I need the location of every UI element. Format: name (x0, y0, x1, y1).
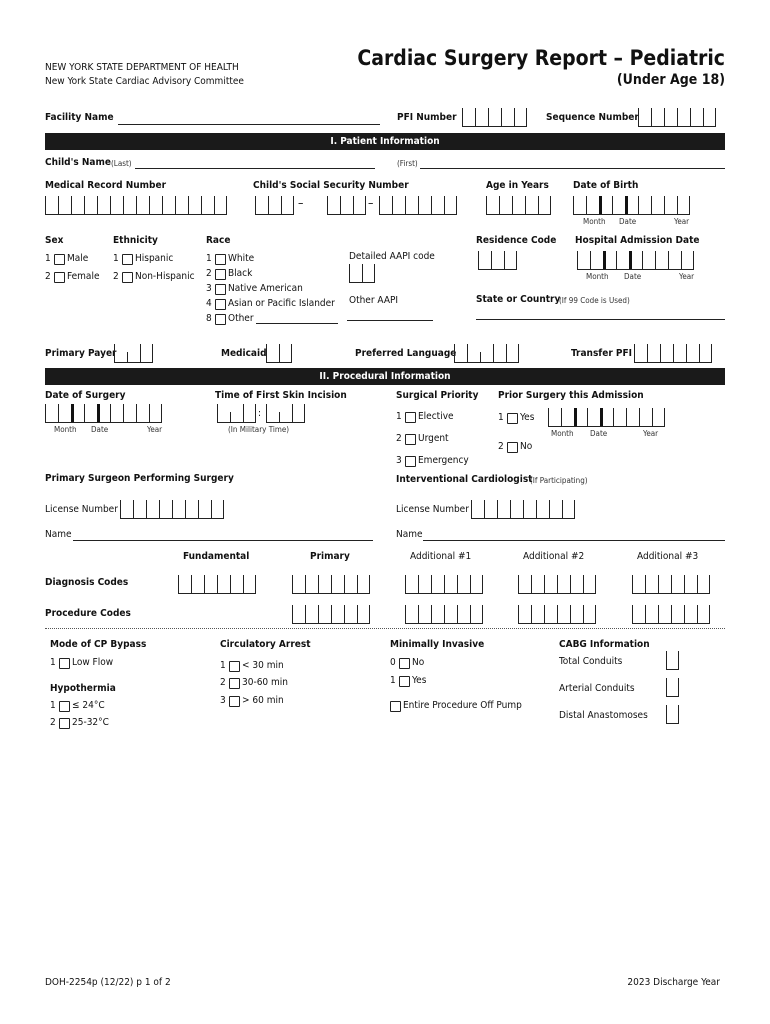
prior-num-2: 2 (498, 441, 504, 452)
sex-num-2: 2 (45, 271, 51, 282)
ssn-field-2[interactable] (327, 196, 366, 215)
prior-yes-checkbox[interactable] (507, 413, 518, 424)
pfi-field[interactable] (462, 108, 527, 127)
prio-num-3: 3 (396, 455, 402, 466)
first-label: (First) (397, 159, 418, 168)
prior-yes-label: Yes (520, 412, 535, 423)
sex-num-1: 1 (45, 253, 51, 264)
ssn-label: Child's Social Security Number (253, 180, 409, 191)
proc-label: Procedure Codes (45, 608, 131, 619)
race-asian-checkbox[interactable] (215, 299, 226, 310)
prior-month: Month (551, 429, 574, 438)
dob-month: Month (583, 217, 606, 226)
prio-num-2: 2 (396, 433, 402, 444)
surgeon-label: Primary Surgeon Performing Surgery (45, 473, 234, 484)
page-title: Cardiac Surgery Report – Pediatric (357, 46, 725, 70)
mrn-label: Medical Record Number (45, 180, 167, 191)
eth-num-1: 1 (113, 253, 119, 264)
prior-no-label: No (520, 441, 533, 452)
ssn-field-1[interactable] (255, 196, 294, 215)
hypo-label: Hypothermia (50, 683, 116, 694)
surgeon-license-label: License Number (45, 504, 118, 515)
hypo-num-2: 2 (50, 717, 56, 728)
adm-date: Date (624, 272, 642, 281)
residence-label: Residence Code (476, 235, 557, 246)
hypo-2532-checkbox[interactable] (59, 718, 70, 729)
cabg-distal-label: Distal Anastomoses (559, 710, 648, 721)
page-subtitle: (Under Age 18) (616, 72, 725, 88)
race-num-1: 1 (206, 253, 212, 264)
ssn-dash: – (298, 196, 304, 210)
cardiologist-label: Interventional Cardiologist (396, 474, 533, 485)
sex-male-checkbox[interactable] (54, 254, 65, 265)
cabg-total-label: Total Conduits (559, 656, 623, 667)
incision-label: Time of First Skin Incision (215, 390, 347, 401)
cardiologist-note: (If Participating) (530, 476, 588, 485)
cp-num-1: 1 (50, 657, 56, 668)
race-white-label: White (228, 253, 255, 264)
admission-label: Hospital Admission Date (575, 235, 700, 246)
diag-additional-1[interactable] (405, 575, 483, 594)
dos-label: Date of Surgery (45, 390, 126, 401)
prior-date: Date (590, 429, 608, 438)
col-additional-2: Additional #2 (523, 551, 585, 562)
admission-field[interactable] (577, 251, 694, 270)
race-num-2: 2 (206, 268, 212, 279)
language-field[interactable] (454, 344, 519, 363)
col-additional-3: Additional #3 (637, 551, 699, 562)
proc-additional-2[interactable] (518, 605, 596, 624)
last-label: (Last) (111, 159, 132, 168)
state-label: State or Country (476, 294, 561, 305)
military-note: (In Military Time) (228, 425, 290, 434)
arrest-num-1: 1 (220, 660, 226, 671)
ethnicity-label: Ethnicity (113, 235, 158, 246)
cabg-arterial-label: Arterial Conduits (559, 683, 635, 694)
aapi-detail-label: Detailed AAPI code (349, 251, 435, 262)
cardio-license-field[interactable] (471, 500, 575, 519)
diag-additional-2[interactable] (518, 575, 596, 594)
cardio-name-label: Name (396, 529, 423, 540)
state-field[interactable] (476, 319, 725, 320)
cabg-distal-field[interactable] (666, 705, 679, 724)
age-label: Age in Years (486, 180, 549, 191)
first-name-field[interactable] (420, 168, 725, 169)
cp-label: Mode of CP Bypass (50, 639, 147, 650)
committee-name: New York State Cardiac Advisory Committee (45, 76, 244, 87)
diag-label: Diagnosis Codes (45, 577, 129, 588)
mi-label: Minimally Invasive (390, 639, 485, 650)
proc-primary[interactable] (292, 605, 370, 624)
race-native-label: Native American (228, 283, 303, 294)
ssn-dash: – (368, 196, 374, 210)
cabg-total-field[interactable] (666, 651, 679, 670)
arrest-3060-checkbox[interactable] (229, 678, 240, 689)
arrest-num-3: 3 (220, 695, 226, 706)
dob-field[interactable] (573, 196, 690, 215)
transfer-field[interactable] (634, 344, 712, 363)
aapi-other-label: Other AAPI (349, 295, 399, 306)
facility-label: Facility Name (45, 112, 114, 123)
arrest-lt30-label: < 30 min (242, 660, 284, 671)
state-note: (If 99 Code is Used) (559, 296, 630, 305)
aapi-other-field[interactable] (347, 320, 433, 321)
mi-yes-checkbox[interactable] (399, 676, 410, 687)
prior-year: Year (643, 429, 659, 438)
discharge-year: 2023 Discharge Year (627, 977, 720, 988)
sex-female-label: Female (67, 271, 100, 282)
prio-elective-checkbox[interactable] (405, 412, 416, 423)
pfi-label: PFI Number (397, 112, 457, 123)
dept-name: NEW YORK STATE DEPARTMENT OF HEALTH (45, 62, 239, 73)
adm-year: Year (679, 272, 695, 281)
mrn-field[interactable] (45, 196, 227, 215)
dob-year: Year (674, 217, 690, 226)
sex-male-label: Male (67, 253, 89, 264)
facility-field[interactable] (118, 124, 380, 125)
diag-additional-3[interactable] (632, 575, 710, 594)
eth-num-2: 2 (113, 271, 119, 282)
dob-date: Date (619, 217, 637, 226)
hypo-num-1: 1 (50, 700, 56, 711)
surgeon-license-field[interactable] (120, 500, 224, 519)
medicaid-field[interactable] (266, 344, 292, 363)
dos-month: Month (54, 425, 77, 434)
race-other-field[interactable] (256, 323, 338, 324)
form-number: DOH-2254p (12/22) p 1 of 2 (45, 977, 171, 988)
race-black-label: Black (228, 268, 253, 279)
arrest-gt60-checkbox[interactable] (229, 696, 240, 707)
prio-urgent-label: Urgent (418, 433, 449, 444)
hypo-2532-label: 25-32°C (72, 717, 109, 728)
pump-checkbox[interactable] (390, 701, 401, 712)
payer-field[interactable] (114, 344, 153, 363)
col-fundamental: Fundamental (183, 551, 250, 562)
eth-hispanic-label: Hispanic (135, 253, 174, 264)
mi-no-label: No (412, 657, 425, 668)
proc-additional-1[interactable] (405, 605, 483, 624)
eth-nonhispanic-label: Non-Hispanic (135, 271, 195, 282)
prio-elective-label: Elective (418, 411, 454, 422)
race-asian-label: Asian or Pacific Islander (228, 298, 335, 309)
section-1-bar: I. Patient Information (45, 133, 725, 150)
race-num-3: 3 (206, 283, 212, 294)
mi-num-1: 1 (390, 675, 396, 686)
adm-month: Month (586, 272, 609, 281)
hypo-24-label: ≤ 24°C (72, 700, 105, 711)
cardio-name-field[interactable] (423, 540, 725, 541)
surgeon-name-label: Name (45, 529, 72, 540)
race-native-checkbox[interactable] (215, 284, 226, 295)
mi-num-0: 0 (390, 657, 396, 668)
incision-colon: : (258, 408, 262, 419)
mi-no-checkbox[interactable] (399, 658, 410, 669)
prior-label: Prior Surgery this Admission (498, 390, 644, 401)
divider (45, 628, 725, 629)
race-other-label: Other (228, 313, 254, 324)
race-black-checkbox[interactable] (215, 269, 226, 280)
race-other-checkbox[interactable] (215, 314, 226, 325)
cp-lowflow-label: Low Flow (72, 657, 114, 668)
dob-label: Date of Birth (573, 180, 639, 191)
hypo-24-checkbox[interactable] (59, 701, 70, 712)
last-name-field[interactable] (135, 168, 375, 169)
payer-label: Primary Payer (45, 348, 117, 359)
dos-field[interactable] (45, 404, 162, 423)
dos-date: Date (91, 425, 109, 434)
prio-urgent-checkbox[interactable] (405, 434, 416, 445)
prio-emergency-label: Emergency (418, 455, 469, 466)
prio-num-1: 1 (396, 411, 402, 422)
pump-label: Entire Procedure Off Pump (403, 700, 522, 711)
section-2-bar: II. Procedural Information (45, 368, 725, 385)
ssn-field-3[interactable] (379, 196, 457, 215)
race-num-4: 4 (206, 298, 212, 309)
arrest-3060-label: 30-60 min (242, 677, 288, 688)
sex-label: Sex (45, 235, 64, 246)
sequence-field[interactable] (638, 108, 716, 127)
diag-fundamental[interactable] (178, 575, 256, 594)
surgeon-name-field[interactable] (73, 540, 373, 541)
aapi-detail-field[interactable] (349, 264, 375, 283)
arrest-label: Circulatory Arrest (220, 639, 311, 650)
cardio-license-label: License Number (396, 504, 469, 515)
col-additional-1: Additional #1 (410, 551, 472, 562)
incision-hour-field[interactable] (217, 404, 256, 423)
sex-female-checkbox[interactable] (54, 272, 65, 283)
col-primary: Primary (310, 551, 350, 562)
incision-min-field[interactable] (266, 404, 305, 423)
race-label: Race (206, 235, 231, 246)
prior-date-field[interactable] (548, 408, 665, 427)
age-field[interactable] (486, 196, 551, 215)
prior-num-1: 1 (498, 412, 504, 423)
dos-year: Year (147, 425, 163, 434)
eth-hispanic-checkbox[interactable] (122, 254, 133, 265)
arrest-lt30-checkbox[interactable] (229, 661, 240, 672)
prior-no-checkbox[interactable] (507, 442, 518, 453)
proc-additional-3[interactable] (632, 605, 710, 624)
cabg-arterial-field[interactable] (666, 678, 679, 697)
prio-emergency-checkbox[interactable] (405, 456, 416, 467)
cp-lowflow-checkbox[interactable] (59, 658, 70, 669)
race-white-checkbox[interactable] (215, 254, 226, 265)
diag-primary[interactable] (292, 575, 370, 594)
language-label: Preferred Language (355, 348, 457, 359)
race-num-8: 8 (206, 313, 212, 324)
transfer-label: Transfer PFI (571, 348, 632, 359)
priority-label: Surgical Priority (396, 390, 479, 401)
arrest-num-2: 2 (220, 677, 226, 688)
child-name-label: Child's Name (45, 157, 111, 168)
sequence-label: Sequence Number (546, 112, 639, 123)
residence-field[interactable] (478, 251, 517, 270)
arrest-gt60-label: > 60 min (242, 695, 284, 706)
mi-yes-label: Yes (412, 675, 427, 686)
cabg-label: CABG Information (559, 639, 650, 650)
medicaid-label: Medicaid (221, 348, 267, 359)
eth-nonhispanic-checkbox[interactable] (122, 272, 133, 283)
